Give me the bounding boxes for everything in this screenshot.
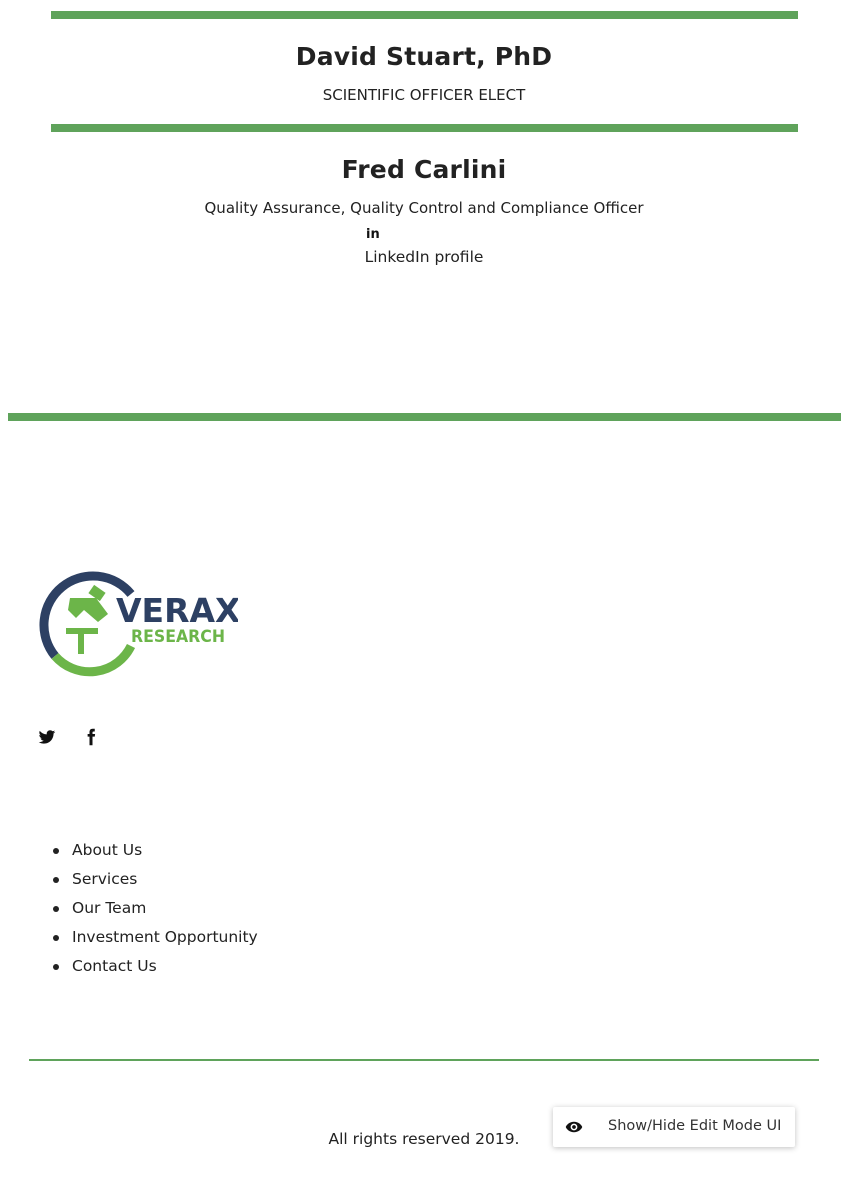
member-title: SCIENTIFIC OFFICER ELECT bbox=[322, 86, 526, 104]
verax-research-logo[interactable] bbox=[38, 570, 238, 680]
member-name: Fred Carlini bbox=[341, 155, 507, 184]
footer-nav bbox=[48, 836, 258, 981]
facebook-icon[interactable] bbox=[82, 728, 102, 748]
bullet bbox=[53, 848, 59, 854]
nav-link-services[interactable]: Services bbox=[72, 870, 138, 888]
section-divider-middle bbox=[51, 124, 798, 132]
nav-link-contact-us[interactable]: Contact Us bbox=[72, 957, 157, 975]
logo-word-top: VERAX bbox=[116, 591, 238, 630]
linkedin-icon[interactable]: in bbox=[366, 227, 380, 242]
logo-word-bottom: RESEARCH bbox=[131, 627, 225, 647]
bullet bbox=[53, 906, 59, 912]
list-item bbox=[48, 923, 258, 952]
list-item bbox=[48, 952, 258, 981]
nav-link-investment-opportunity[interactable]: Investment Opportunity bbox=[72, 928, 258, 946]
linkedin-profile-link[interactable]: LinkedIn profile bbox=[364, 248, 484, 266]
member-name: David Stuart, PhD bbox=[295, 42, 553, 71]
copyright-text: All rights reserved 2019. bbox=[328, 1130, 520, 1148]
logo-graphic bbox=[38, 570, 238, 680]
show-hide-edit-mode-button[interactable] bbox=[553, 1107, 795, 1147]
bullet bbox=[53, 935, 59, 941]
edit-mode-toggle-label: Show/Hide Edit Mode UI bbox=[608, 1118, 782, 1134]
list-item bbox=[48, 836, 258, 865]
list-item bbox=[48, 865, 258, 894]
bullet bbox=[53, 964, 59, 970]
eye-icon bbox=[565, 1119, 583, 1138]
section-divider-top bbox=[51, 11, 798, 19]
member-title: Quality Assurance, Quality Control and Compliance Officer bbox=[204, 199, 644, 217]
list-item bbox=[48, 894, 258, 923]
nav-link-our-team[interactable]: Our Team bbox=[72, 899, 147, 917]
twitter-icon[interactable] bbox=[38, 728, 58, 748]
linkedin-link-row bbox=[0, 247, 848, 266]
footer-rule bbox=[29, 1059, 819, 1061]
footer-divider bbox=[8, 413, 841, 421]
bullet bbox=[53, 877, 59, 883]
nav-link-about-us[interactable]: About Us bbox=[72, 841, 143, 859]
